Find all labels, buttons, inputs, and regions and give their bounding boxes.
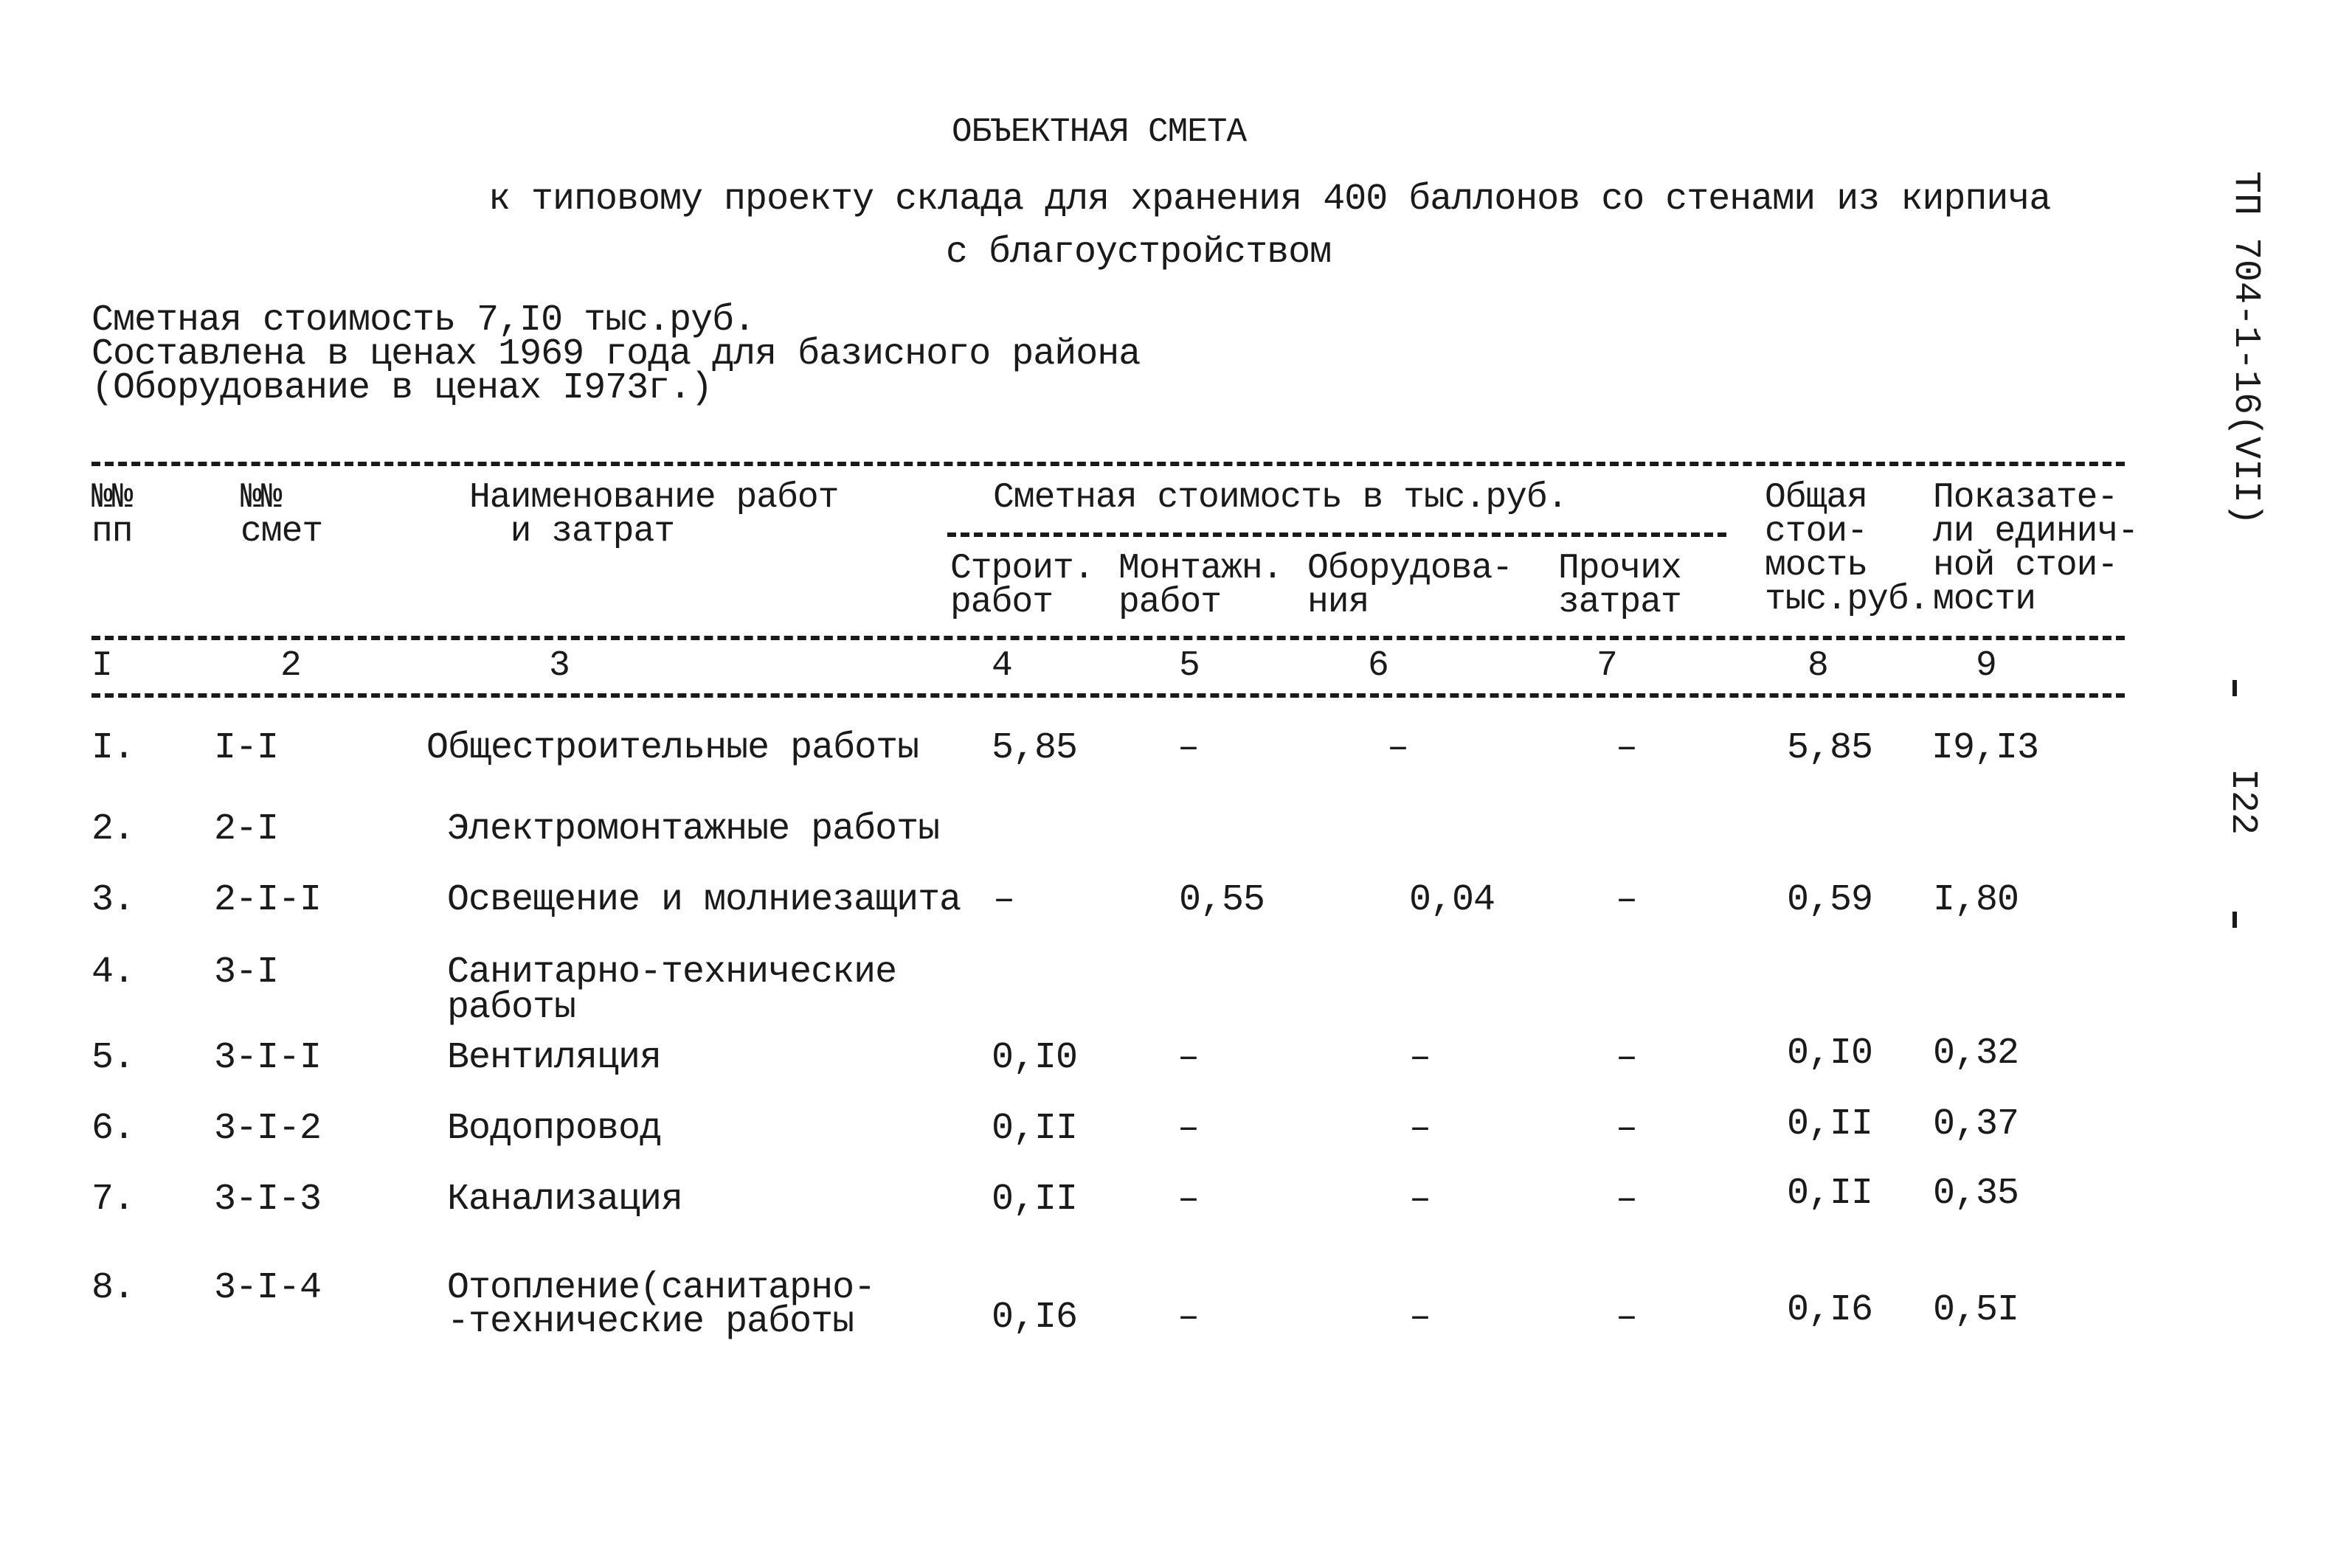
col-name-header: Наименование работ и затрат <box>469 478 839 552</box>
row-name: Канализация <box>447 1179 683 1221</box>
row-estimate: 3-I <box>214 951 279 993</box>
project-code: ТП 704-1-16(VII) <box>2224 171 2266 526</box>
row-estimate: 3-I-4 <box>214 1267 322 1309</box>
price-basis: Составлена в ценах 1969 года для базисного района <box>91 333 1141 375</box>
col-other-header: Прочих затрат <box>1558 549 1681 622</box>
row-total: 0,II <box>1787 1103 1873 1145</box>
row-total: 0,II <box>1787 1173 1873 1215</box>
column-numbers-rule <box>91 693 2125 698</box>
row-equipment: – <box>1409 1108 1431 1150</box>
row-number: 2. <box>91 808 135 850</box>
row-name: Водопровод <box>447 1108 662 1150</box>
row-estimate: 2-I-I <box>214 879 322 921</box>
equipment-price-basis: (Оборудование в ценах I973г.) <box>91 367 713 409</box>
row-estimate: I-I <box>214 727 279 769</box>
row-other: – <box>1616 1108 1638 1150</box>
row-estimate: 3-I-2 <box>214 1108 322 1150</box>
row-other: – <box>1616 879 1638 921</box>
row-equipment: – <box>1387 727 1409 769</box>
table-top-rule <box>91 462 2125 466</box>
document-title: ОБЪЕКТНАЯ СМЕТА <box>952 113 1247 151</box>
row-construction: 0,II <box>992 1108 1078 1150</box>
row-name: Санитарно-технические <box>447 951 897 993</box>
page-number: I22 <box>2221 769 2263 836</box>
row-installation: – <box>1177 727 1200 769</box>
col-number-7: 7 <box>1597 646 1617 686</box>
row-equipment: – <box>1409 1179 1431 1221</box>
row-other: – <box>1616 1037 1638 1079</box>
row-installation: 0,55 <box>1179 879 1265 921</box>
row-estimate: 3-I-3 <box>214 1179 322 1221</box>
row-installation: – <box>1177 1037 1200 1079</box>
row-total: 0,I6 <box>1787 1289 1873 1331</box>
row-number: 8. <box>91 1267 135 1309</box>
row-equipment: – <box>1409 1297 1431 1339</box>
row-total: 0,59 <box>1787 879 1873 921</box>
row-other: – <box>1616 1297 1638 1339</box>
row-name: Вентиляция <box>447 1037 662 1079</box>
row-number: I. <box>91 727 135 769</box>
row-number: 6. <box>91 1108 135 1150</box>
row-construction: – <box>993 879 1015 921</box>
col-number-4: 4 <box>992 646 1012 686</box>
col-unit-index-header: Показате- ли единич- ной стои- мости <box>1933 478 2139 620</box>
row-installation: – <box>1177 1108 1200 1150</box>
row-other: – <box>1616 727 1638 769</box>
col-number-header: №№ пп <box>91 478 133 552</box>
row-name: Освещение и молниезащита <box>447 879 961 921</box>
row-construction: 0,II <box>992 1179 1078 1221</box>
col-total-header: Общая стои- мость тыс.руб. <box>1765 478 1929 620</box>
row-name: Общестроительные работы <box>426 727 919 769</box>
row-number: 7. <box>91 1179 135 1221</box>
col-number-1: I <box>91 646 112 686</box>
row-installation: – <box>1177 1297 1200 1339</box>
document-subtitle-line2: с благоустройством <box>946 232 1332 274</box>
row-name-cont: работы <box>447 987 576 1029</box>
cost-group-header: Сметная стоимость в тыс.руб. <box>993 478 1568 518</box>
row-name: Отопление(санитарно- <box>447 1267 876 1309</box>
row-equipment: – <box>1409 1037 1431 1079</box>
row-construction: 0,I0 <box>992 1037 1078 1079</box>
margin-tick-top <box>2232 680 2237 696</box>
row-number: 4. <box>91 951 135 993</box>
col-number-8: 8 <box>1808 646 1828 686</box>
col-number-2: 2 <box>280 646 301 686</box>
row-equipment: 0,04 <box>1409 879 1495 921</box>
col-equipment-header: Оборудова- ния <box>1307 549 1513 622</box>
margin-tick-bottom <box>2232 912 2237 928</box>
row-estimate: 3-I-I <box>214 1037 322 1079</box>
row-unit-index: 0,35 <box>1933 1173 2019 1215</box>
row-other: – <box>1616 1179 1638 1221</box>
col-number-9: 9 <box>1976 646 1996 686</box>
document-subtitle-line1: к типовому проекту склада для хранения 400 баллонов со стенами из кирпича <box>488 178 2051 221</box>
row-unit-index: 0,32 <box>1933 1033 2019 1075</box>
col-number-5: 5 <box>1179 646 1200 686</box>
row-number: 5. <box>91 1037 135 1079</box>
col-construction-header: Строит. работ <box>950 549 1094 622</box>
row-name-cont: -технические работы <box>447 1301 854 1343</box>
col-estimate-header: №№ смет <box>241 478 323 552</box>
row-unit-index: 0,37 <box>1933 1103 2019 1145</box>
row-estimate: 2-I <box>214 808 279 850</box>
row-construction: 5,85 <box>992 727 1078 769</box>
col-number-6: 6 <box>1368 646 1388 686</box>
row-total: 0,I0 <box>1787 1033 1873 1075</box>
col-installation-header: Монтажн. работ <box>1118 549 1283 622</box>
estimated-cost: Сметная стоимость 7,I0 тыс.руб. <box>91 299 755 341</box>
row-number: 3. <box>91 879 135 921</box>
row-total: 5,85 <box>1787 727 1873 769</box>
row-unit-index: I9,I3 <box>1931 727 2039 769</box>
row-installation: – <box>1177 1179 1200 1221</box>
group-header-rule <box>947 533 1726 537</box>
row-name: Электромонтажные работы <box>447 808 940 850</box>
row-unit-index: I,80 <box>1933 879 2019 921</box>
col-number-3: 3 <box>549 646 570 686</box>
header-bottom-rule <box>91 636 2125 640</box>
row-unit-index: 0,5I <box>1933 1289 2019 1331</box>
row-construction: 0,I6 <box>992 1297 1078 1339</box>
